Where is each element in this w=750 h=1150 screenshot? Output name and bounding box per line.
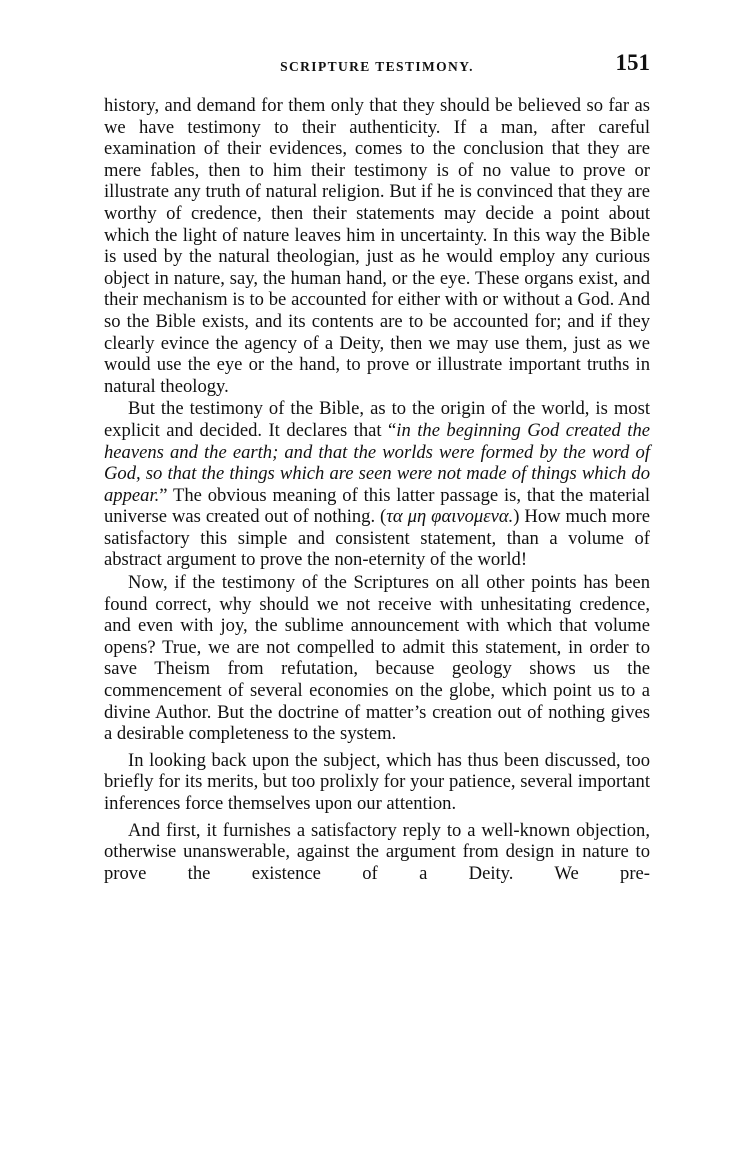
body-text — [104, 95, 650, 884]
page-number: 151 — [615, 50, 650, 75]
greek-phrase: τα μη φαινομενα. — [386, 506, 514, 528]
paragraph-first-inference: And first, it furnishes a satisfactory reply to a well-known objection, otherwise unanswerable, against the argument from design in nature to prove the existence of a Deity. We pre- — [104, 819, 650, 884]
running-head-title: SCRIPTURE TESTIMONY. — [280, 59, 474, 74]
paragraph-text: ” The obvious meaning of this latter passage is, that the material universe was created out of nothing. ( — [104, 484, 650, 528]
paragraph-world-origin — [104, 398, 650, 571]
scripture-quotation: in the beginning God created the heavens and the earth; and that the worlds were formed by the word of God, so that the things which are seen were not made of things which do appear. — [104, 419, 650, 506]
paragraph-scripture-testimony: Now, if the testimony of the Scriptures on all other points has been found correct, why should we not receive with unhesitating credence, and even with joy, the sublime announcement with which that volume opens? True, we are not compelled to admit this statement, in order to save Theism from refutation, because geology shows us the commencement of several economies on the globe, which point us to a divine Author. But the doctrine of matter’s creation out of nothing gives a desirable completeness to the system. — [104, 572, 650, 745]
paragraph-text: ) How much more satisfactory this simple and consistent statement, than a volume of abstract argument to prove the non-eternity of the world! — [104, 506, 650, 571]
running-head — [104, 50, 650, 80]
paragraph-inferences: In looking back upon the subject, which has thus been discussed, too briefly for its merits, but too prolixly for your patience, several important inferences force themselves upon our attention. — [104, 749, 650, 814]
paragraph-continued: history, and demand for them only that they should be believed so far as we have testimony to their authenticity. If a man, after careful examination of their evidences, comes to the conclusion that they are mere fables, then to him their testimony is of no value to prove or illustrate any truth of natural religion. But if he is convinced that they are worthy of credence, then their statements may decide a point about which the light of nature leaves him in uncertainty. In this way the Bible is used by the natural theologian, just as he would employ any curious object in nature, say, the human hand, or the eye. These organs exist, and their mechanism is to be accounted for either with or without a God. And so the Bible exists, and its contents are to be accounted for; and if they clearly evince the agency of a Deity, then we may use them, just as we would use the eye or the hand, to prove or illustrate important truths in natural theology. — [104, 95, 650, 397]
paragraph-text: But the testimony of the Bible, as to the origin of the world, is most explicit and decided. It declares that “ — [104, 398, 650, 441]
